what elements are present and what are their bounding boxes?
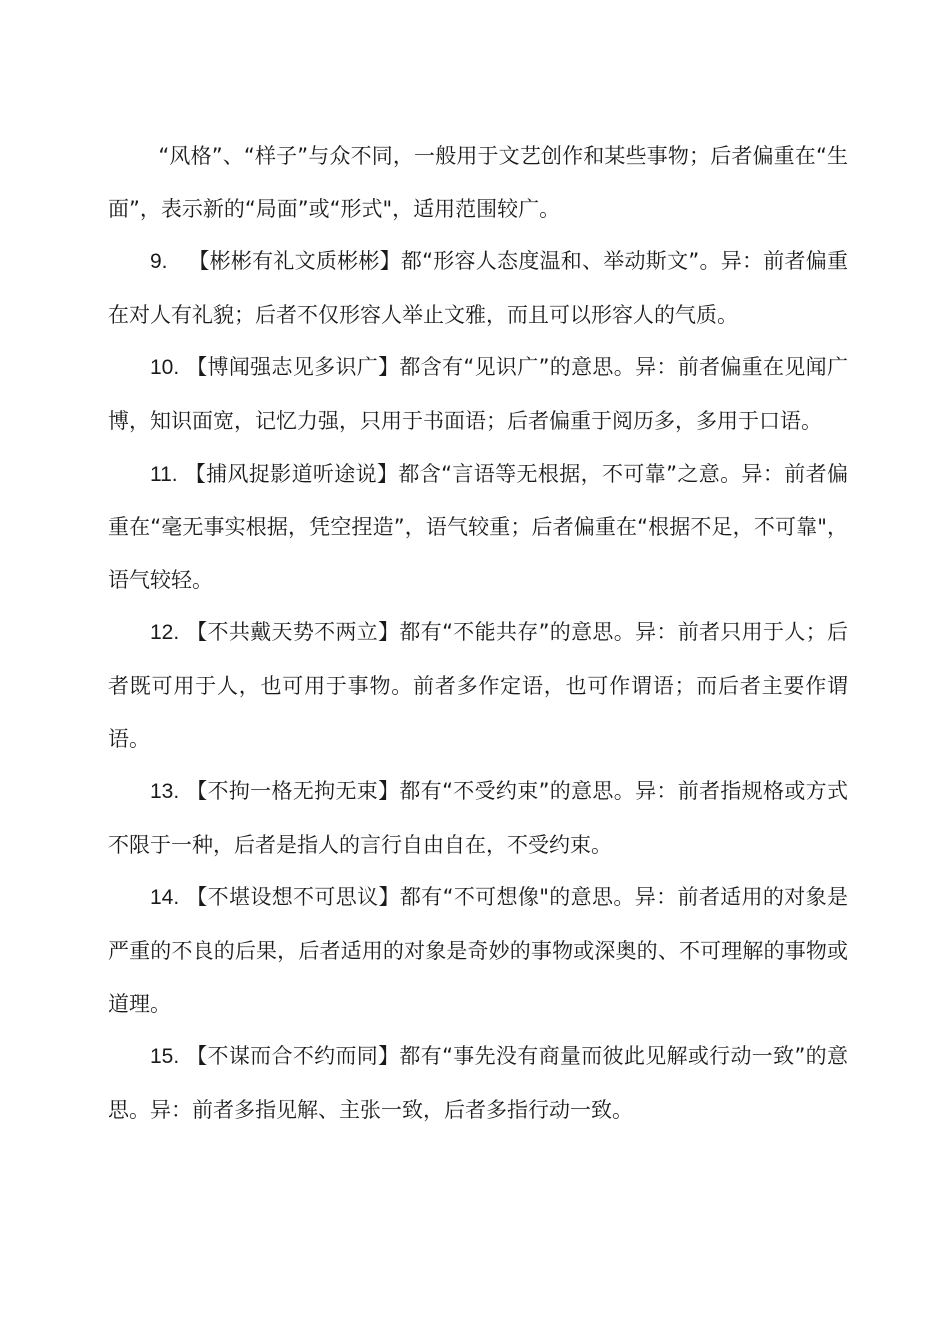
paragraph-text: 【不堪设想不可思议】都有“不可想像"的意思。异：前者适用的对象是严重的不良的后果，后者适用的对象是奇妙的事物或深奥的、不可理解的事物或道理。: [108, 885, 848, 1016]
paragraph-item-15: [108, 1030, 848, 1136]
item-number: 11.: [150, 462, 178, 486]
paragraph-text: 【不拘一格无拘无束】都有“不受约束”的意思。异：前者指规格或方式不限于一种，后者是指人的言行自由自在，不受约束。: [108, 779, 848, 857]
paragraph-item-12: [108, 606, 848, 765]
paragraph-item-10: [108, 341, 848, 447]
item-number: 10.: [150, 356, 180, 380]
item-number: 13.: [150, 780, 180, 804]
paragraph-text: 【不共戴天势不两立】都有“不能共存”的意思。异：前者只用于人；后者既可用于人，也可用于事物。前者多作定语，也可作谓语；而后者主要作谓语。: [108, 620, 848, 751]
paragraph-item-13: [108, 765, 848, 871]
paragraph-text: 【彬彬有礼文质彬彬】都“形容人态度温和、举动斯文”。异：前者偏重在对人有礼貌；后者不仅形容人举止文雅，而且可以形容人的气质。: [108, 249, 848, 327]
paragraph-item-11: [108, 448, 848, 607]
paragraph-text: “风格”、“样子”与众不同，一般用于文艺创作和某些事物；后者偏重在“生面”，表示新的“局面”或“形式"，适用范围较广。: [108, 144, 848, 221]
item-number: 12.: [150, 621, 180, 645]
item-number: 15.: [150, 1045, 180, 1069]
item-number: 14.: [150, 886, 180, 910]
paragraph-item-14: [108, 871, 848, 1030]
paragraph-text: 【捕风捉影道听途说】都含“言语等无根据，不可靠”之意。异：前者偏重在“毫无事实根据，凭空捏造”，语气较重；后者偏重在“根据不足，不可靠"，语气较轻。: [108, 461, 848, 592]
paragraph-item-9: [108, 235, 848, 341]
paragraph-text: 【博闻强志见多识广】都含有“见识广”的意思。异：前者偏重在见闻广博，知识面宽，记忆力强，只用于书面语；后者偏重于阅历多，多用于口语。: [108, 355, 848, 433]
body-text: [108, 130, 848, 1136]
paragraph-continued: [108, 130, 848, 235]
paragraph-text: 【不谋而合不约而同】都有“事先没有商量而彼此见解或行动一致”的意思。异：前者多指见解、主张一致，后者多指行动一致。: [108, 1044, 848, 1122]
item-number: 9.: [150, 250, 168, 274]
